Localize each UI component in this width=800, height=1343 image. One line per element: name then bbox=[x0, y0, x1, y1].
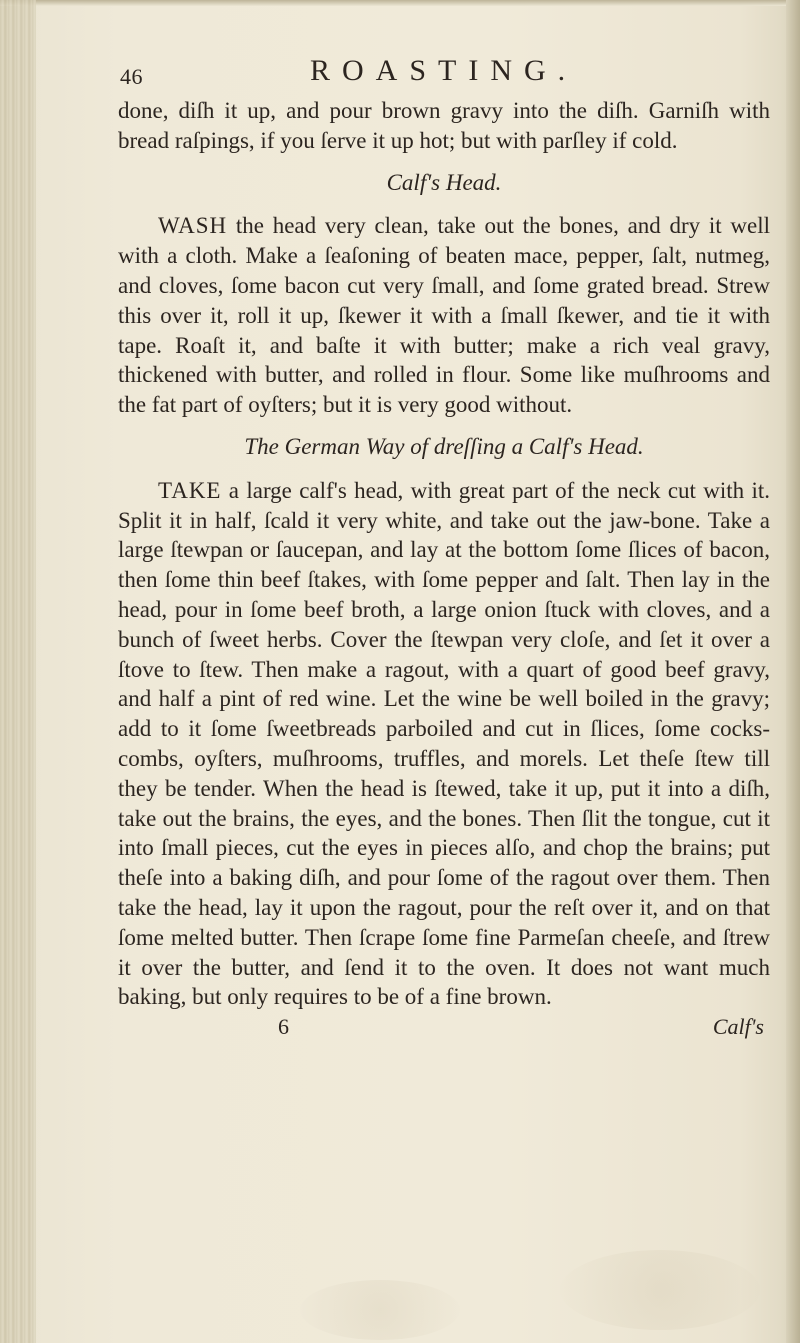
binding-gutter bbox=[0, 0, 36, 1343]
recipe-heading-german-way: The German Way of dreſſing a Calf's Head. bbox=[244, 433, 644, 459]
page-top-edge bbox=[0, 0, 800, 6]
running-head: ROASTING. bbox=[310, 54, 578, 87]
recipe-calfs-head bbox=[118, 211, 770, 420]
recipe-lead-word: WASH bbox=[158, 213, 228, 239]
recipe-heading-calfs-head: Calf's Head. bbox=[386, 169, 502, 195]
page-body bbox=[118, 96, 770, 1042]
paragraph-continuation: done, diſh it up, and pour brown gravy into the diſh. Garniſh with bread raſpings, if you ſerve it up hot; but with parſley if cold. bbox=[118, 98, 770, 153]
page-number: 46 bbox=[120, 64, 143, 89]
page-right-edge bbox=[786, 0, 800, 1343]
page-footer bbox=[118, 1012, 770, 1042]
paper-stain bbox=[300, 1280, 460, 1340]
recipe-lead-word: TAKE bbox=[158, 477, 222, 503]
paper-stain bbox=[560, 1250, 760, 1330]
recipe-text: the head very clean, take out the bones, and dry it well with a cloth. Make a ſeaſoning of beaten mace, pepper, ſalt, nutmeg, and cloves, ſome bacon cut very ſmall, and ſome grated bread. Strew this over it, roll it up, ſkewer it with a ſmall ſkewer, and tie it with tape. Roaſt it, and baſte it with butter; make a rich veal gravy, thickened with butter, and rolled in flour. Some like muſhrooms and the fat part of oyſters; but it is very good without. bbox=[118, 213, 770, 418]
recipe-text: a large calf's head, with great part of the neck cut with it. Split it in half, ſcald it very white, and take out the jaw-bone. Take a large ſtewpan or ſaucepan, and lay at the bottom ſome ſlices of bacon, then ſome thin beef ſtakes, with ſome pepper and ſalt. Then lay in the head, pour in ſome beef broth, a large onion ſtuck with cloves, and a bunch of ſweet herbs. Cover the ſtewpan very cloſe, and ſet it over a ſtove to ſtew. Then make a ragout, with a quart of good beef gravy, and half a pint of red wine. Let the wine be well boiled in the gravy; add to it ſome ſweetbreads parboiled and cut in ſlices, ſome cocks-combs, oyſters, muſhrooms, truffles, and morels. Let theſe ſtew till they be tender. When the head is ſtewed, take it up, put it into a diſh, take out the brains, the eyes, and the bones. Then ſlit the tongue, cut it into ſmall pieces, cut the eyes in pieces alſo, and chop the brains; put theſe into a baking diſh, and pour ſome of the ragout over them. Then take the head, lay it upon the ragout, pour the reſt over it, and on that ſome melted butter. Then ſcrape ſome fine Parmeſan cheeſe, and ſtrew it over the butter, and ſend it to the oven. It does not want much baking, but only requires to be of a fine brown. bbox=[118, 477, 770, 1010]
recipe-german-way bbox=[118, 476, 770, 1012]
page-header bbox=[120, 54, 760, 94]
signature-mark: 6 bbox=[278, 1014, 289, 1040]
catchword: Calf's bbox=[712, 1014, 764, 1040]
